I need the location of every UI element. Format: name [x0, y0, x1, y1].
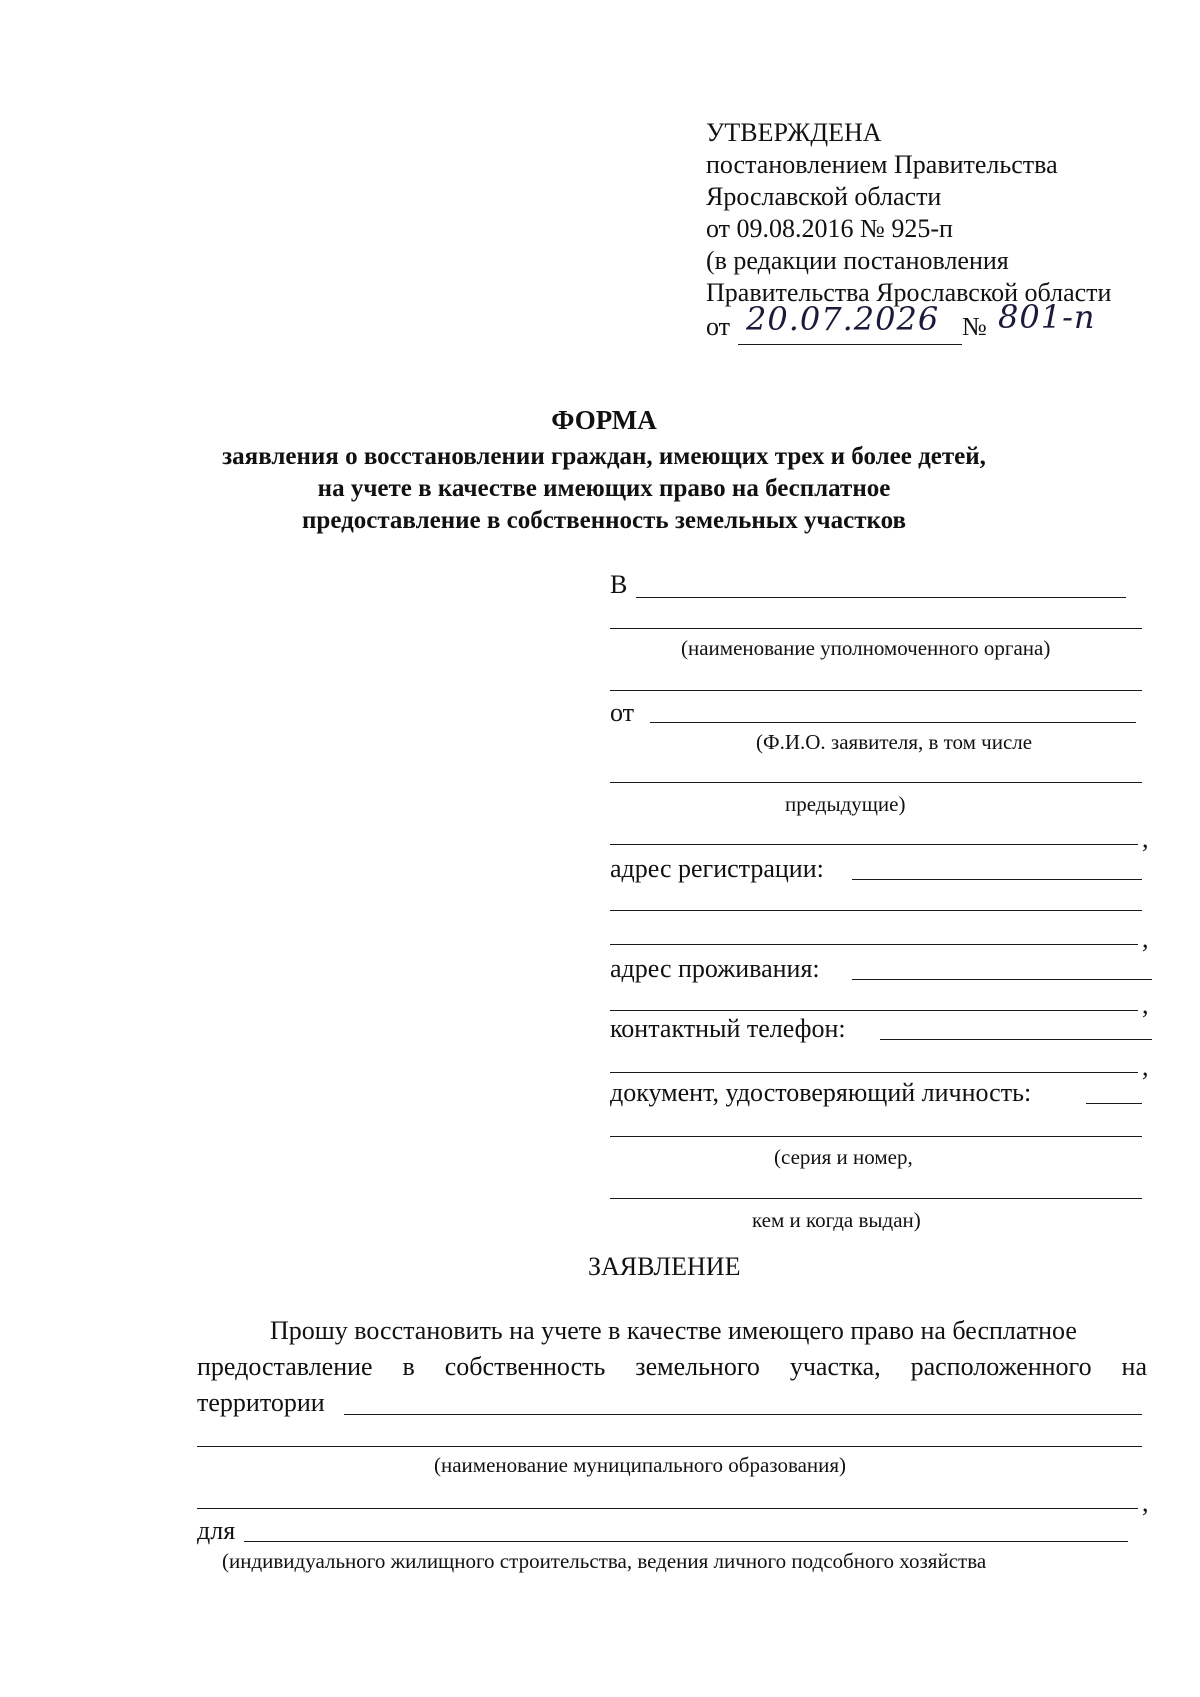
purpose-label: для [197, 1516, 236, 1545]
statement-heading: ЗАЯВЛЕНИЕ [588, 1252, 741, 1281]
fio-caption-2: предыдущие) [785, 792, 906, 816]
purpose-caption: (индивидуального жилищного строительства, ведения личного подсобного хозяйства [222, 1549, 987, 1573]
territory-line-3[interactable] [197, 1508, 1138, 1509]
amend-date-line [738, 344, 962, 345]
territory-line[interactable] [344, 1414, 1142, 1415]
fio-line-2[interactable] [610, 782, 1142, 783]
territory-label: территории [197, 1388, 325, 1417]
phone-label: контактный телефон: [610, 1014, 846, 1043]
fio-line[interactable] [650, 722, 1136, 723]
to-authority-line-2[interactable] [610, 628, 1142, 629]
reg-address-label: адрес регистрации: [610, 854, 824, 883]
form-subtitle-1: заявления о восстановлении граждан, имеющих трех и более детей, [222, 443, 986, 470]
approval-line-3: Ярославской области [706, 182, 942, 211]
to-authority-line[interactable] [636, 597, 1126, 598]
municipality-caption: (наименование муниципального образования) [434, 1453, 847, 1477]
reg-address-line[interactable] [852, 879, 1142, 880]
phone-comma: , [1142, 1052, 1149, 1081]
statement-line-1: Прошу восстановить на учете в качестве имеющего право на бесплатное [270, 1316, 1077, 1345]
amend-number-handwritten: 801-п [998, 298, 1096, 336]
fio-caption-1: (Ф.И.О. заявителя, в том числе [756, 730, 1033, 754]
fio-comma: , [1142, 824, 1149, 853]
reg-comma: , [1142, 924, 1149, 953]
amend-date-handwritten: 20.07.2026 [746, 300, 940, 338]
approval-title: УТВЕРЖДЕНА [706, 118, 882, 147]
id-document-caption-1: (серия и номер, [774, 1145, 913, 1169]
id-document-caption-2: кем и когда выдан) [752, 1208, 921, 1232]
live-address-line-2[interactable] [610, 1010, 1138, 1011]
reg-address-line-3[interactable] [610, 944, 1138, 945]
live-address-label: адрес проживания: [610, 954, 820, 983]
to-label: В [610, 570, 628, 599]
approval-line-2: постановлением Правительства [706, 150, 1058, 179]
to-authority-line-3[interactable] [610, 690, 1142, 691]
territory-line-2[interactable] [197, 1446, 1142, 1447]
territory-comma: , [1142, 1488, 1149, 1517]
id-document-line-2[interactable] [610, 1136, 1142, 1137]
id-document-label: документ, удостоверяющий личность: [610, 1078, 1032, 1107]
live-comma: , [1142, 990, 1149, 1019]
phone-line[interactable] [880, 1039, 1152, 1040]
phone-line-2[interactable] [610, 1072, 1138, 1073]
amend-number-sign: № [962, 312, 987, 341]
reg-address-line-2[interactable] [610, 910, 1142, 911]
form-heading: ФОРМА [551, 405, 657, 435]
id-document-line[interactable] [1086, 1103, 1142, 1104]
form-subtitle-2: на учете в качестве имеющих право на бесплатное [317, 475, 891, 502]
id-document-line-3[interactable] [610, 1198, 1142, 1199]
approval-line-4: от 09.08.2016 № 925-п [706, 214, 953, 243]
purpose-line[interactable] [244, 1541, 1128, 1542]
live-address-line[interactable] [852, 979, 1152, 980]
statement-line-2: предоставление в собственность земельного участка, расположенного на [197, 1352, 1147, 1381]
from-label: от [610, 698, 635, 727]
amend-from-prefix: от [706, 312, 731, 341]
fio-line-3[interactable] [610, 844, 1138, 845]
form-subtitle-3: предоставление в собственность земельных участков [302, 507, 906, 534]
approval-line-6: Правительства Ярославской области [706, 278, 1112, 307]
approval-line-5: (в редакции постановления [706, 246, 1009, 275]
to-caption: (наименование уполномоченного органа) [681, 636, 1051, 660]
